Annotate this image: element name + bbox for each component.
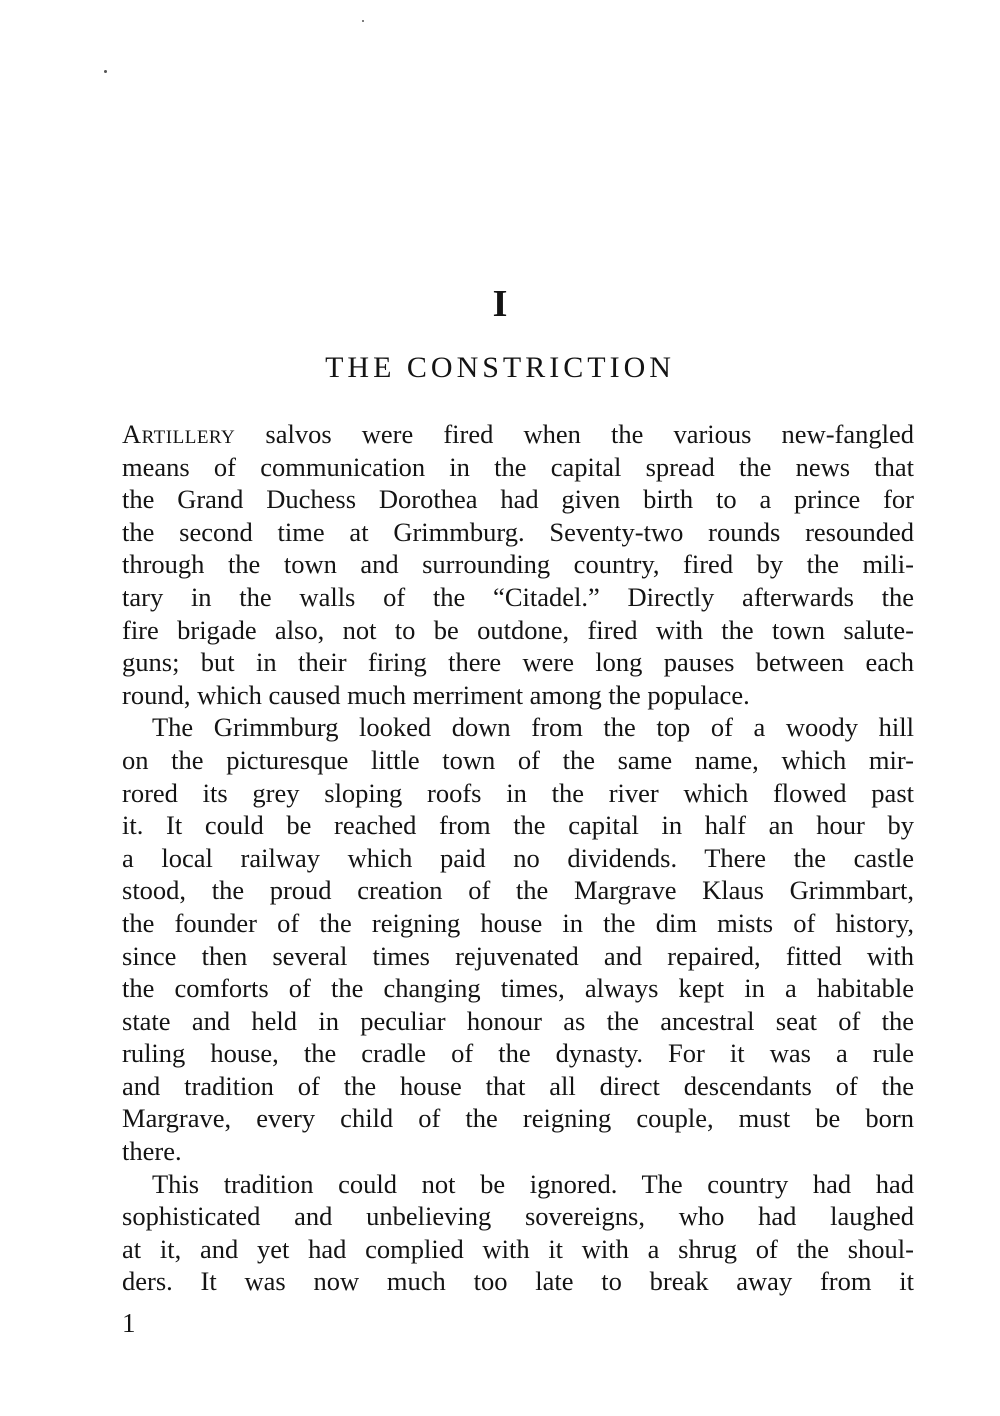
paragraph-3 [122,1168,914,1298]
text-line: tary in the walls of the “Citadel.” Directly afterwards the [122,581,914,612]
text-line: and tradition of the house that all direct descendants of the [122,1070,914,1101]
text-line: fire brigade also, not to be outdone, fired with the town salute- [122,614,914,645]
text-line: ruling house, the cradle of the dynasty. For it was a rule [122,1038,914,1069]
text-line: at it, and yet had complied with it with a shrug of the shoul- [122,1233,914,1264]
text-line: Margrave, every child of the reigning couple, must be born [122,1103,914,1134]
text-line: round, which caused much merriment among the populace. [122,679,750,710]
text-line: sophisticated and unbelieving sovereigns, who had laughed [122,1201,914,1232]
chapter-title: THE CONSTRICTION [325,351,675,384]
text-line: the second time at Grimmburg. Seventy-two rounds resounded [122,516,914,547]
text-line: it. It could be reached from the capital in half an hour by [122,810,914,841]
text-line: on the picturesque little town of the same name, which mir- [122,744,914,775]
text-line: rored its grey sloping roofs in the river which flowed past [122,777,914,808]
text-line: since then several times rejuvenated and repaired, fitted with [122,940,914,971]
paragraph-2 [122,711,914,1167]
text-line: The Grimmburg looked down from the top of a woody hill [152,712,914,743]
page-number: 1 [122,1308,136,1338]
chapter-number: I [492,283,508,325]
text-line: there. [122,1136,182,1167]
text-line: ders. It was now much too late to break away from it [122,1266,914,1297]
scan-speck [362,20,364,22]
text-line: Artillery salvos were fired when the various new-fangled [122,419,914,449]
text-line: through the town and surrounding country, fired by the mili- [122,549,914,580]
scan-speck [104,70,107,73]
lead-word: Artillery [122,419,236,449]
text-line: the founder of the reigning house in the dim mists of history, [122,907,914,938]
text-line: the comforts of the changing times, always kept in a habitable [122,973,914,1004]
body-text [122,418,914,1298]
text-line: guns; but in their firing there were long pauses between each [122,647,914,678]
text-line: means of communication in the capital spread the news that [122,451,914,482]
text-line: stood, the proud creation of the Margrave Klaus Grimmbart, [122,875,914,906]
text-line: the Grand Duchess Dorothea had given birth to a prince for [122,484,914,515]
paragraph-1 [122,418,914,711]
text-line: state and held in peculiar honour as the ancestral seat of the [122,1005,914,1036]
text-line: This tradition could not be ignored. The country had had [152,1168,914,1199]
text-line: a local railway which paid no dividends. There the castle [122,842,914,873]
